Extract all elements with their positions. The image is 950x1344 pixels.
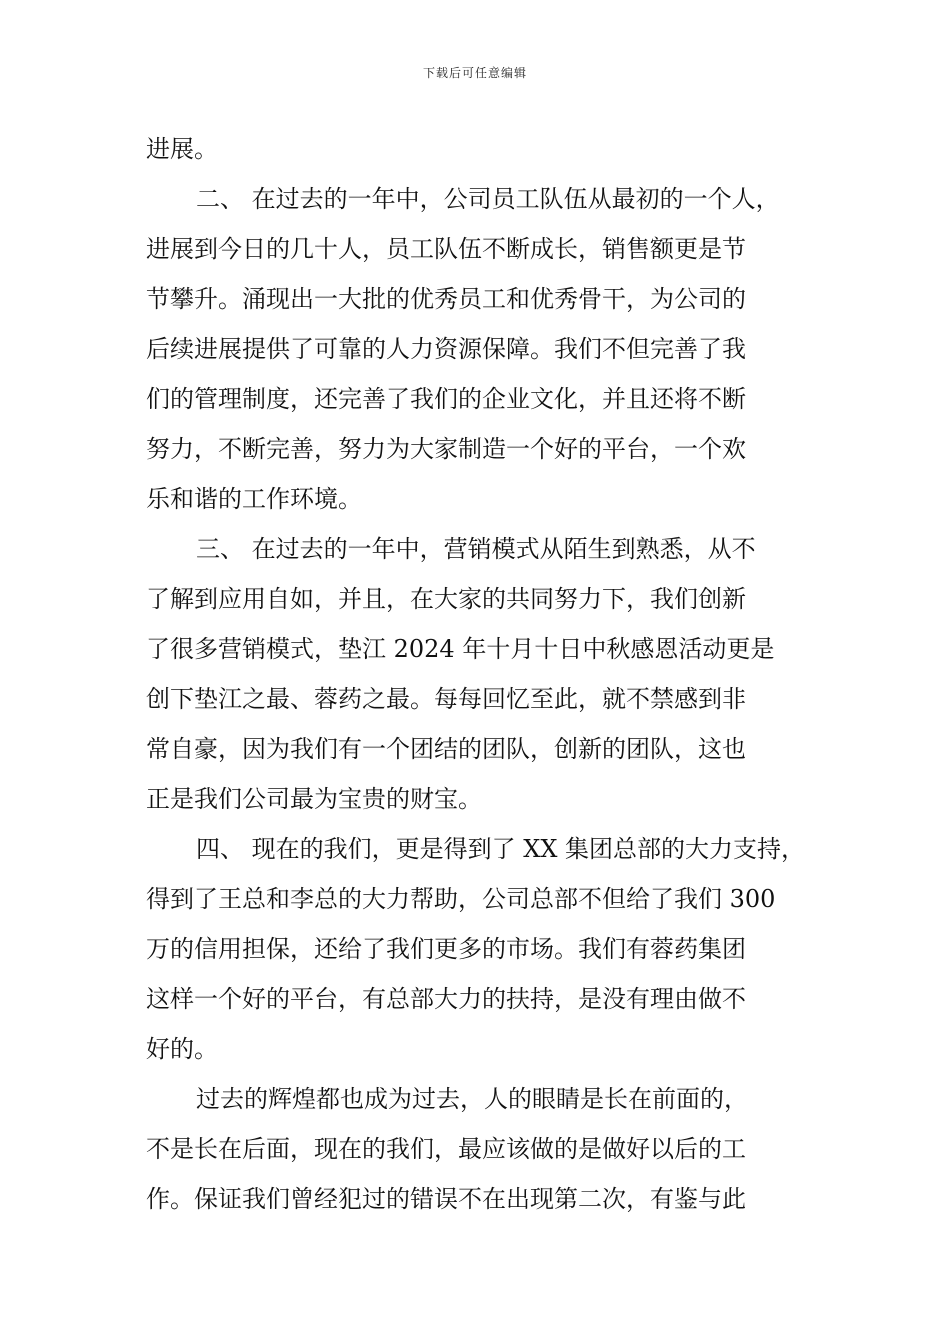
- text-line: 了解到应用自如，并且，在大家的共同努力下，我们创新: [146, 585, 746, 613]
- page-header: 下载后可任意编辑: [422, 66, 527, 80]
- document-body: [146, 124, 806, 1224]
- paragraph-5-first-line: 过去的辉煌都也成为过去，人的眼睛是长在前面的，: [196, 1085, 748, 1113]
- paragraph-3-heading-line: 三、 在过去的一年中，营销模式从陌生到熟悉，从不: [196, 535, 756, 563]
- paragraph-4-heading-line: 四、 现在的我们，更是得到了 XX 集团总部的大力支持，: [196, 835, 806, 863]
- text-line: 后续进展提供了可靠的人力资源保障。我们不但完善了我: [146, 335, 746, 363]
- text-line: 进展到今日的几十人，员工队伍不断成长，销售额更是节: [146, 235, 746, 263]
- text-line: 创下垫江之最、蓉药之最。每每回忆至此，就不禁感到非: [146, 685, 746, 713]
- text-line: 了很多营销模式，垫江 2024 年十月十日中秋感恩活动更是: [146, 635, 775, 663]
- text-line: 作。保证我们曾经犯过的错误不在出现第二次，有鉴与此: [146, 1185, 746, 1213]
- text-line: 这样一个好的平台，有总部大力的扶持，是没有理由做不: [146, 985, 746, 1013]
- paragraph-2-heading-line: 二、 在过去的一年中，公司员工队伍从最初的一个人，: [196, 185, 780, 213]
- text-line: 得到了王总和李总的大力帮助，公司总部不但给了我们 300: [146, 885, 776, 913]
- text-line: 乐和谐的工作环境。: [146, 485, 362, 513]
- text-line: 们的管理制度，还完善了我们的企业文化，并且还将不断: [146, 385, 746, 413]
- text-line: 进展。: [146, 135, 218, 163]
- text-line: 万的信用担保，还给了我们更多的市场。我们有蓉药集团: [146, 935, 746, 963]
- text-line: 好的。: [146, 1035, 218, 1063]
- text-line: 正是我们公司最为宝贵的财宝。: [146, 785, 482, 813]
- text-line: 努力，不断完善，努力为大家制造一个好的平台，一个欢: [146, 435, 746, 463]
- text-line: 不是长在后面，现在的我们，最应该做的是做好以后的工: [146, 1135, 746, 1163]
- text-line: 常自豪，因为我们有一个团结的团队，创新的团队，这也: [146, 735, 746, 763]
- text-line: 节攀升。涌现出一大批的优秀员工和优秀骨干，为公司的: [146, 285, 746, 313]
